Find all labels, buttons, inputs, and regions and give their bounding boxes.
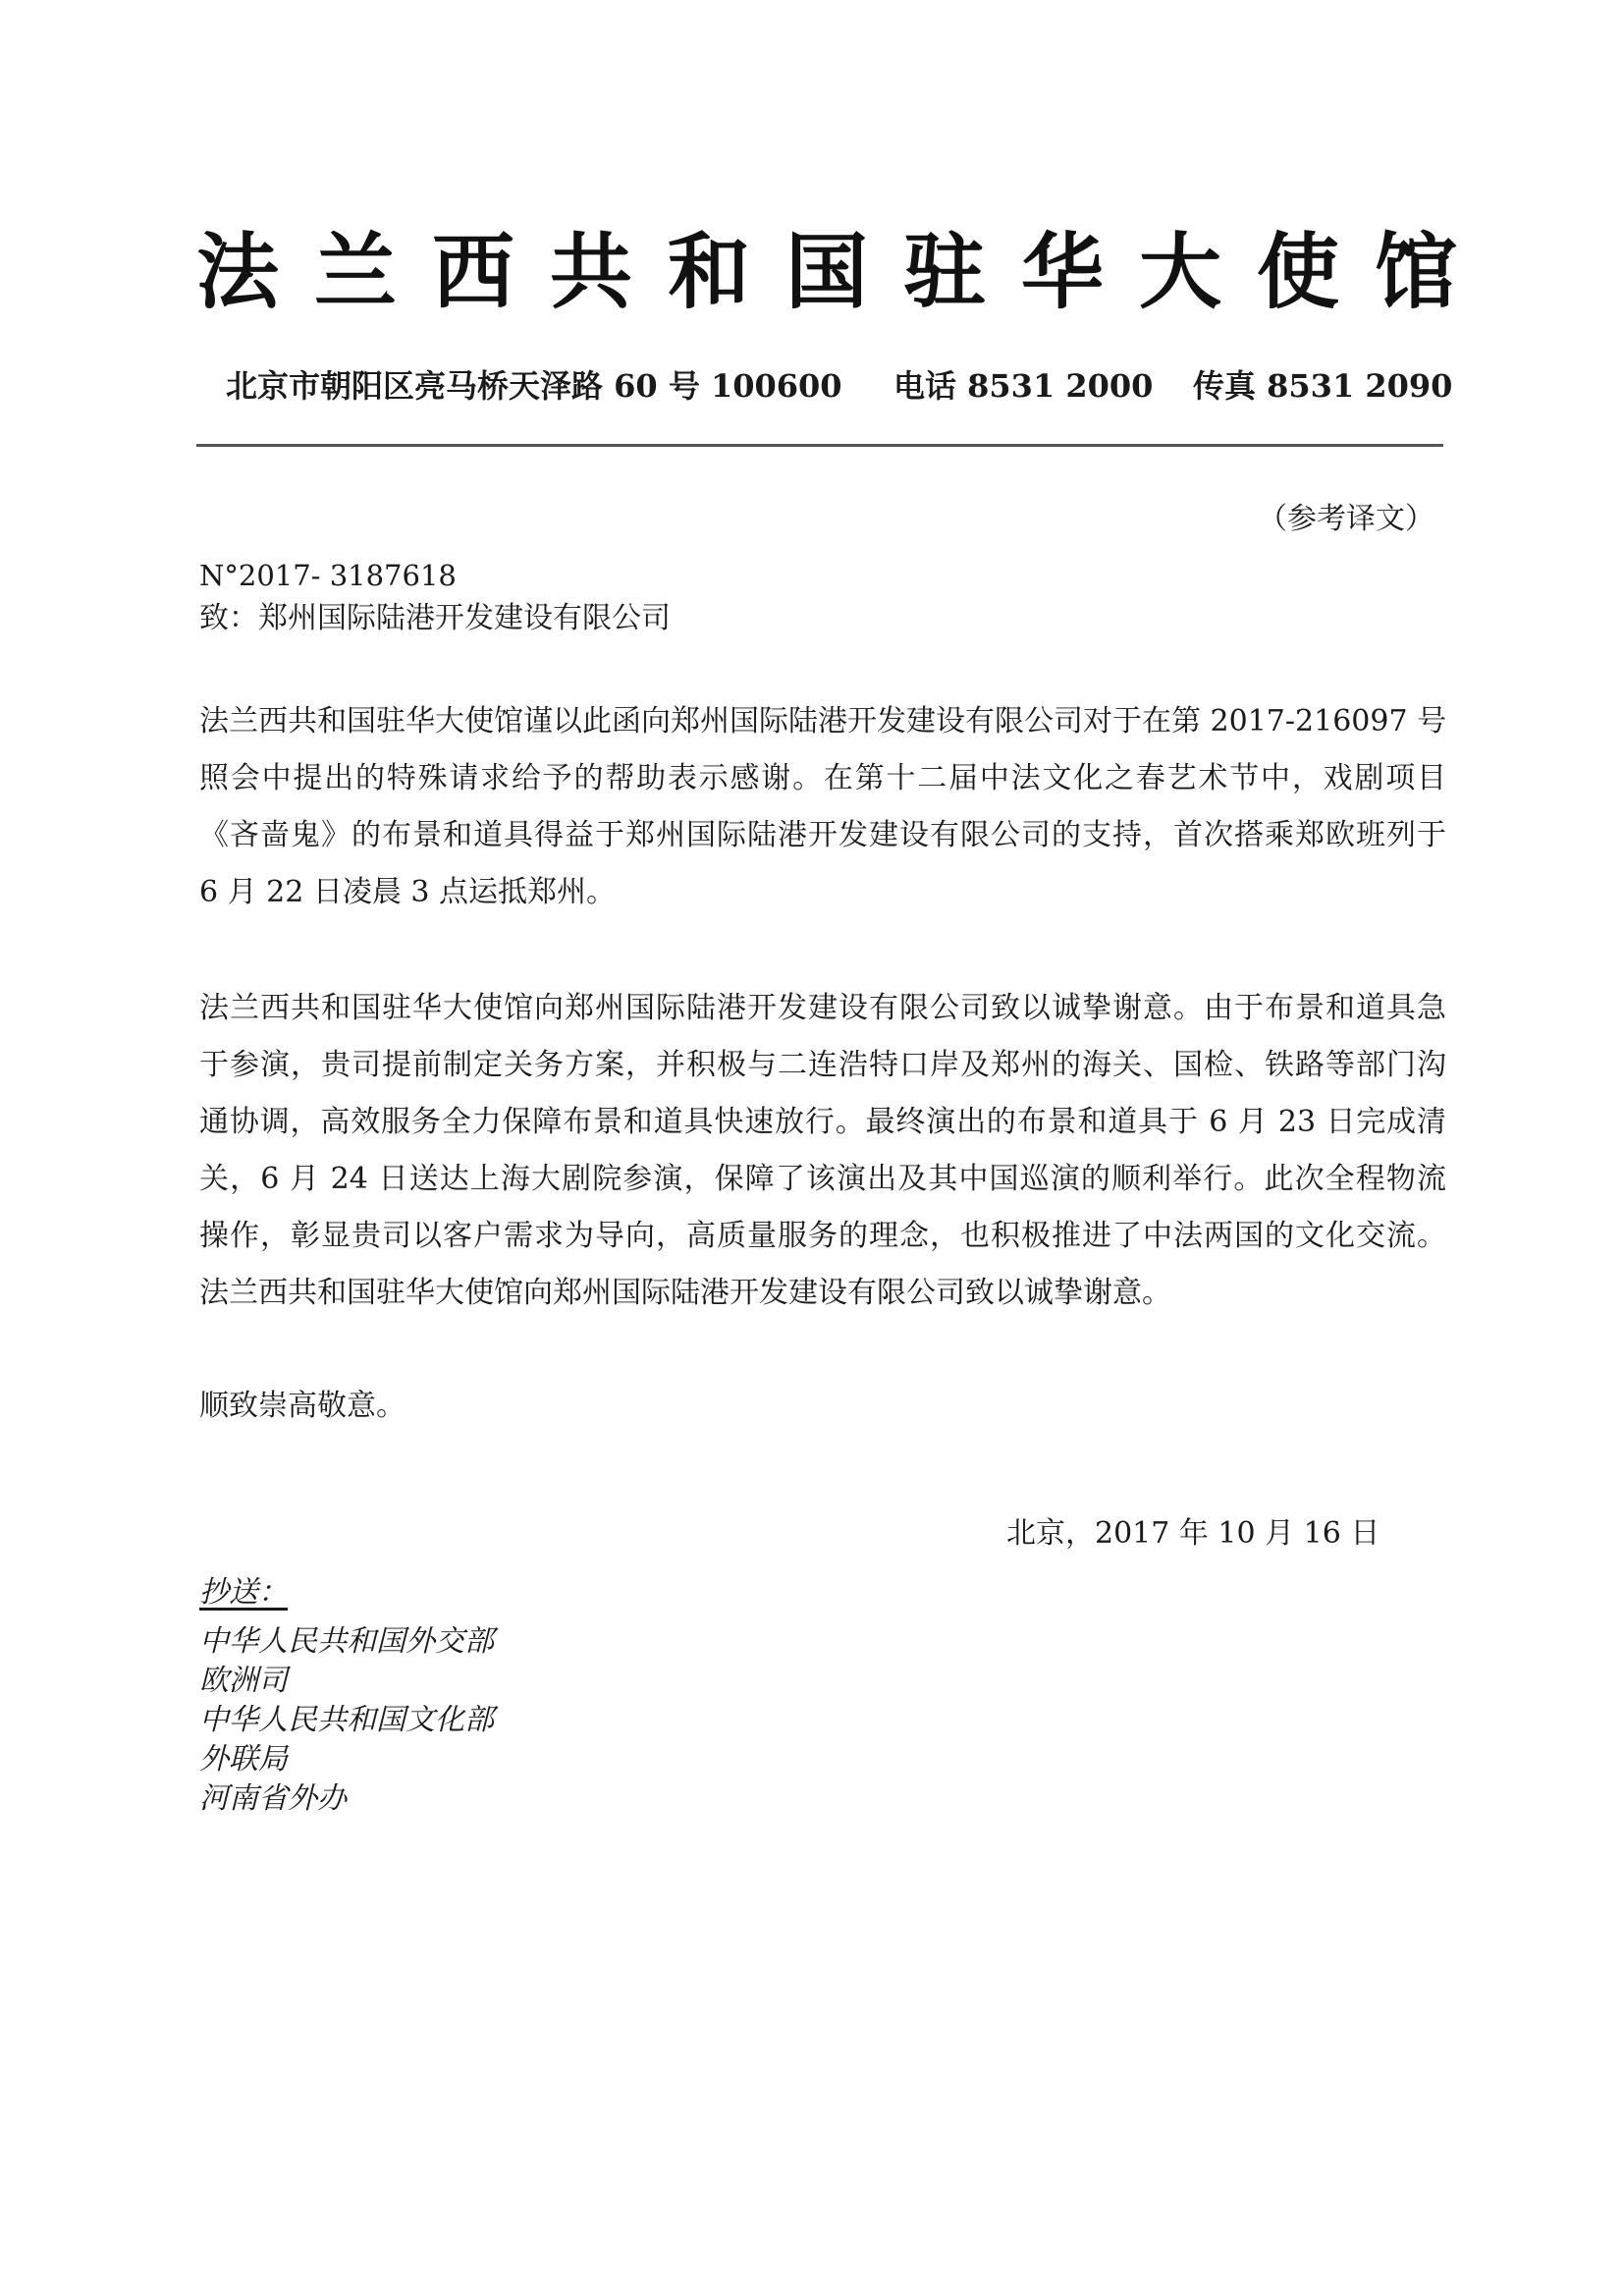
paragraph-line: 6 月 22 日凌晨 3 点运抵郑州。 (199, 875, 617, 909)
cc-recipient: 欧洲司 (199, 1664, 288, 1698)
letterhead-address: 北京市朝阳区亮马桥天泽路 60 号 100600 (226, 367, 842, 405)
closing-salutation: 顺致崇高敬意。 (199, 1389, 406, 1423)
cc-recipient: 外联局 (199, 1742, 288, 1777)
reference-number: N°2017- 3187618 (199, 559, 457, 592)
cc-recipient: 河南省外办 (199, 1781, 347, 1816)
paragraph-line: 操作，彰显贵司以客户需求为导向，高质量服务的理念，也积极推进了中法两国的文化交流。 (199, 1219, 1446, 1253)
letterhead-title: 法兰西共和国驻华大使馆 (196, 223, 1493, 320)
reference-translation-note: （参考译文） (1258, 502, 1434, 536)
paragraph-line: 于参演，贵司提前制定关务方案，并积极与二连浩特口岸及郑州的海关、国检、铁路等部门沟 (199, 1048, 1446, 1082)
recipient-line: 致：郑州国际陆港开发建设有限公司 (199, 601, 671, 635)
cc-recipient-list (199, 1622, 494, 1819)
letterhead-fax: 传真 8531 2090 (1193, 367, 1453, 405)
letterhead-divider (196, 444, 1443, 447)
paragraph-line: 法兰西共和国驻华大使馆向郑州国际陆港开发建设有限公司致以诚挚谢意。由于布景和道具急 (199, 991, 1446, 1025)
cc-recipient: 中华人民共和国外交部 (199, 1624, 494, 1659)
paragraph-line: 关，6 月 24 日送达上海大剧院参演，保障了该演出及其中国巡演的顺利举行。此次全程物流 (199, 1162, 1446, 1196)
body-paragraph-1 (199, 693, 1446, 921)
paragraph-line: 法兰西共和国驻华大使馆谨以此函向郑州国际陆港开发建设有限公司对于在第 2017-216097 号 (199, 704, 1447, 738)
letter-date: 北京，2017 年 10 月 16 日 (1006, 1516, 1380, 1551)
letterhead-phone: 电话 8531 2000 (893, 367, 1154, 405)
cc-recipient: 中华人民共和国文化部 (199, 1703, 494, 1737)
cc-label: 抄送： (199, 1575, 288, 1610)
paragraph-line: 《吝啬鬼》的布景和道具得益于郑州国际陆港开发建设有限公司的支持，首次搭乘郑欧班列于 (199, 818, 1446, 852)
paragraph-line: 通协调，高效服务全力保障布景和道具快速放行。最终演出的布景和道具于 6 月 23 日完成清 (199, 1105, 1446, 1139)
paragraph-line: 照会中提出的特殊请求给予的帮助表示感谢。在第十二届中法文化之春艺术节中，戏剧项目 (199, 761, 1446, 795)
body-paragraph-2 (199, 980, 1446, 1322)
paragraph-line: 法兰西共和国驻华大使馆向郑州国际陆港开发建设有限公司致以诚挚谢意。 (199, 1276, 1171, 1310)
